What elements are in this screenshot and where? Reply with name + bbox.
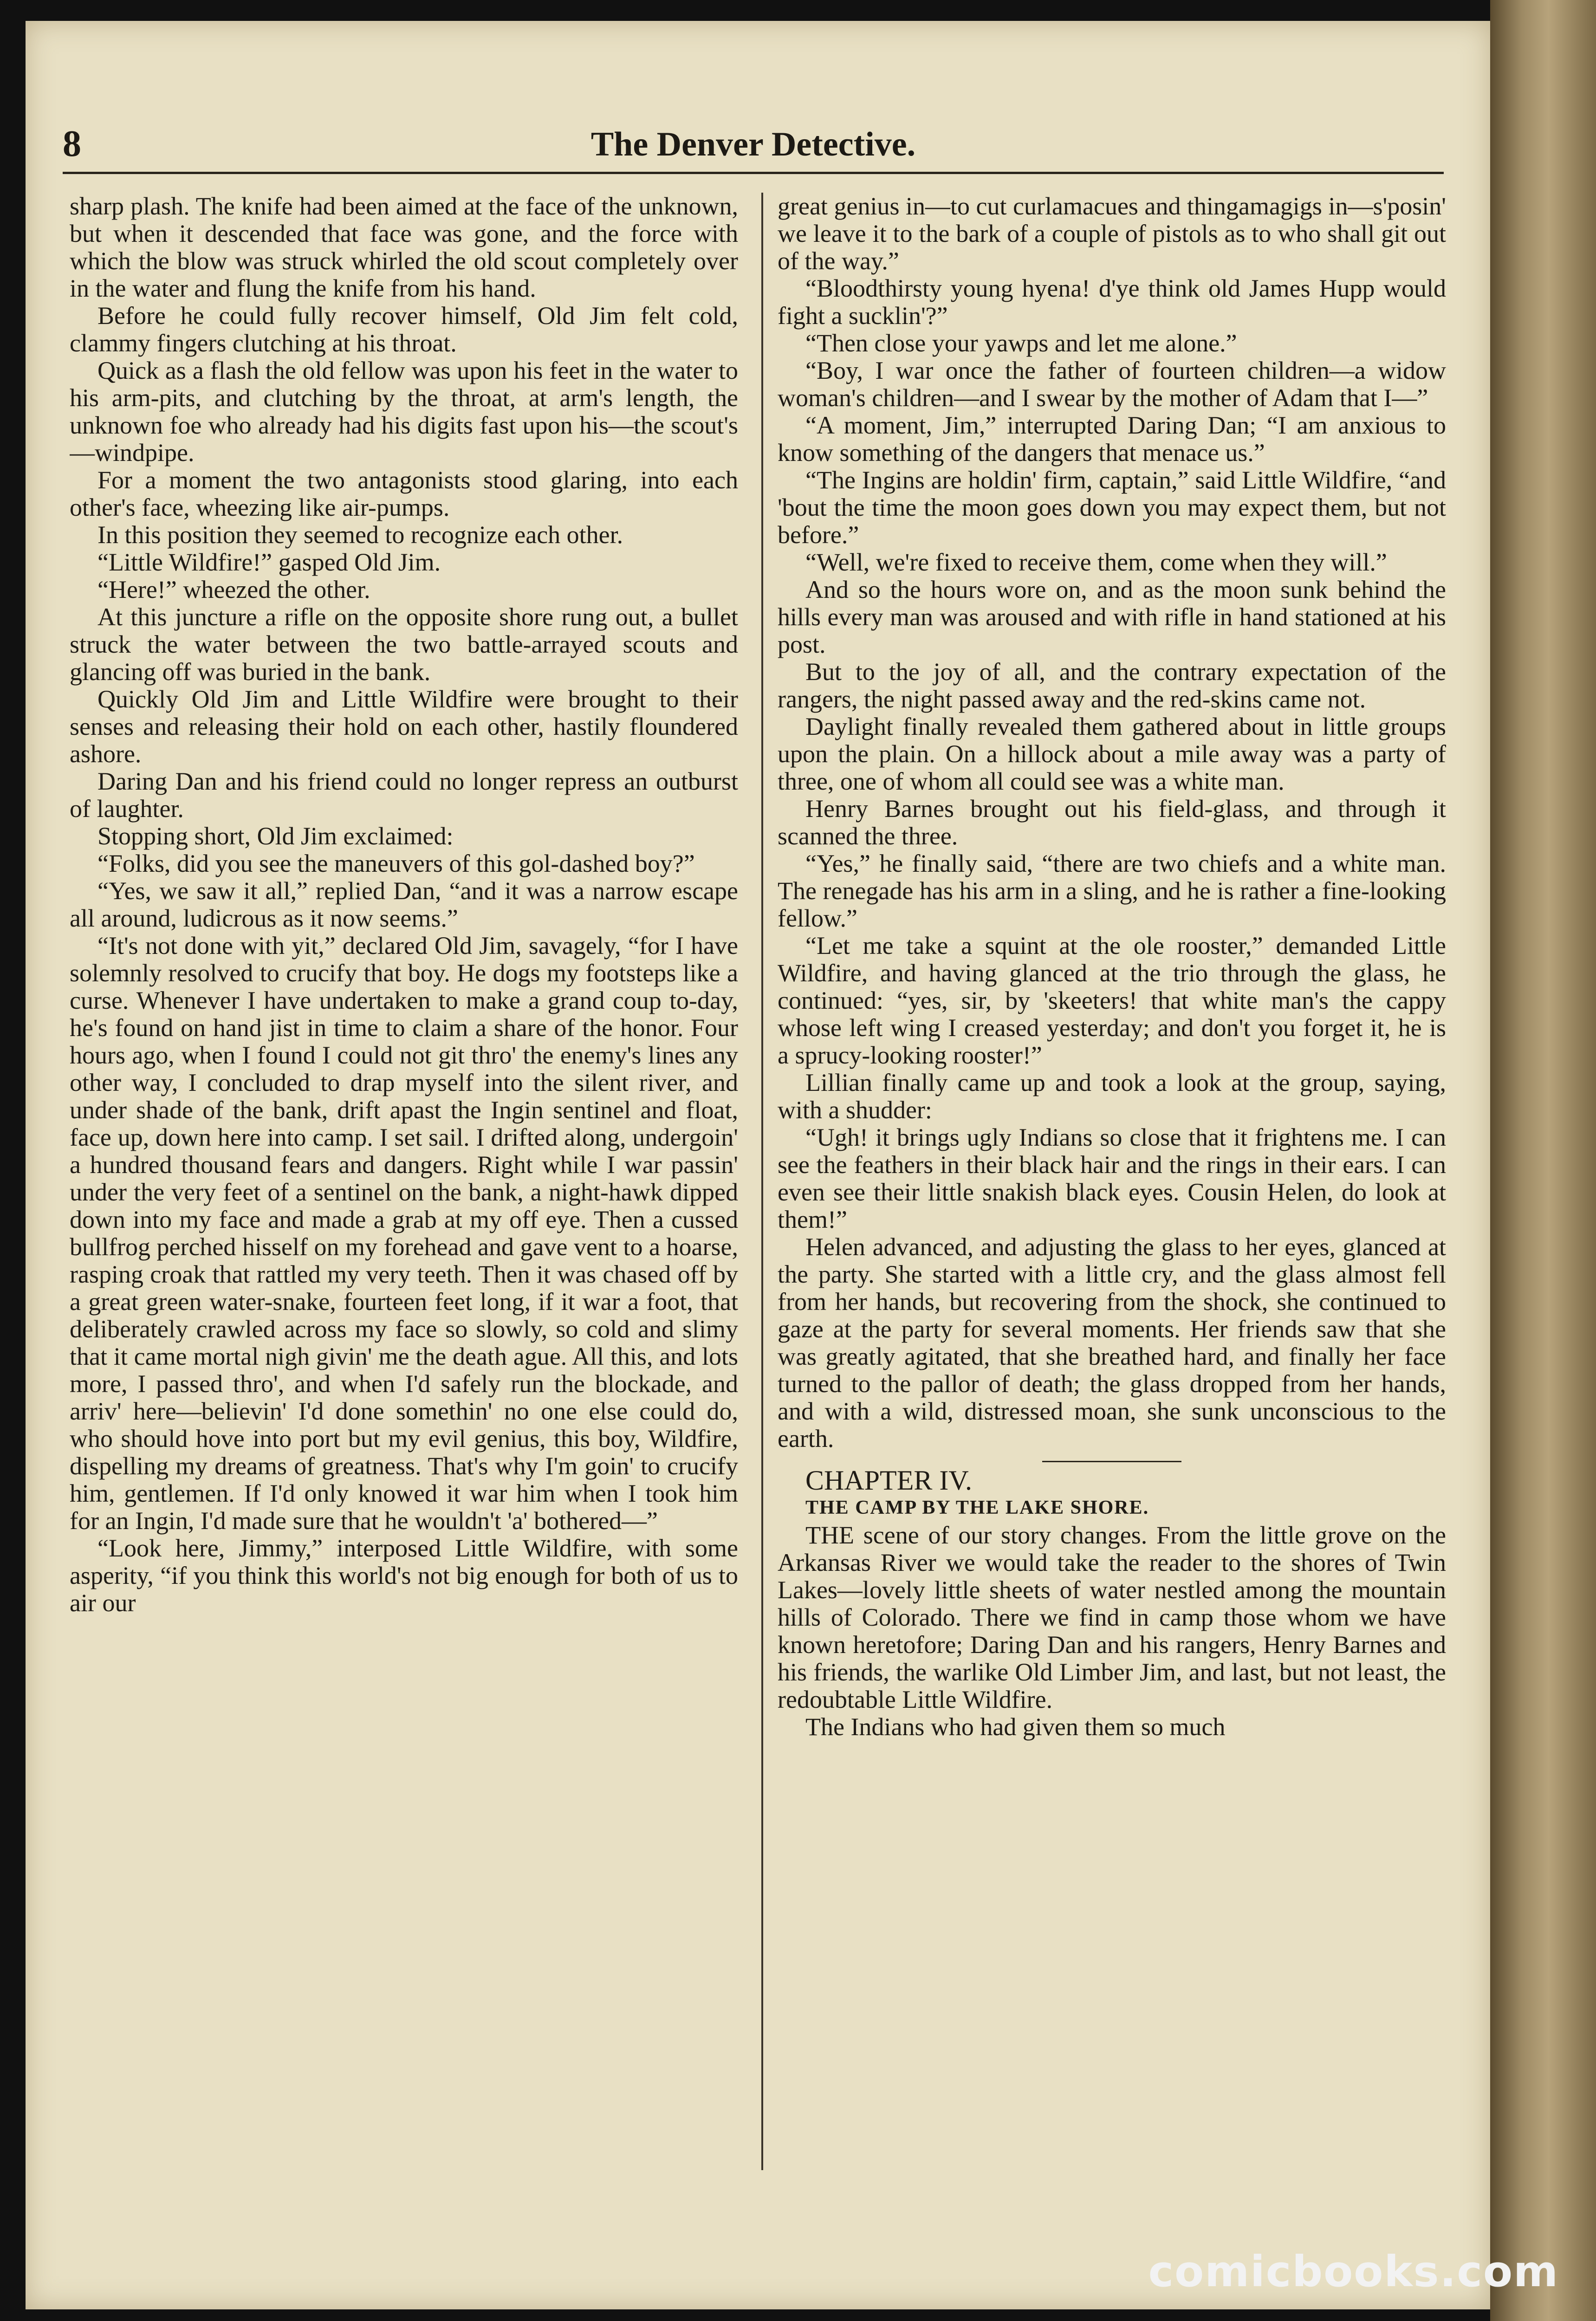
paragraph: “Boy, I war once the father of fourteen children—a widow woman's children—and I swear by the mother of Adam that I—” [778,357,1446,412]
paragraph: At this juncture a rifle on the opposite shore rung out, a bullet struck the water between the two battle-arrayed scouts and glancing off was buried in the bank. [70,603,738,686]
paragraph: Quick as a flash the old fellow was upon his feet in the water to his arm-pits, and clutching by the throat, at arm's length, the unknown foe who already had his digits fast upon his—the scout's—windpipe. [70,357,738,467]
paragraph: “It's not done with yit,” declared Old Jim, savagely, “for I have solemnly resolved to crucify that boy. He dogs my footsteps like a curse. Whenever I have undertaken to make a grand coup to-day, he's found on hand jist in time to claim a share of the honor. Four hours ago, when I found I could not git thro' the enemy's lines any other way, I concluded to drap myself into the silent river, and under shade of the bank, drift apast the Ingin sentinel and float, face up, down here into camp. I set sail. I drifted along, undergoin' a hundred thousand fears and dangers. Right while I war passin' under the very feet of a sentinel on the bank, a night-hawk dipped down into my face and made a grab at my off eye. Then a cussed bullfrog perched hisself on my forehead and gave vent to a hoarse, rasping croak that rattled my very teeth. Then it was chased off by a great green water-snake, fourteen feet long, if it war a foot, that deliberately crawled across my face so slowly, so cold and slimy that it came mortal nigh givin' me the death ague. All this, and lots more, I passed thro', and when I'd safely run the blockade, and arriv' here—believin' I'd done somethin' no one else could do, who should hove into port but my evil genius, this boy, Wildfire, dispelling my dreams of greatness. That's why I'm goin' to crucify him, gentlemen. If I'd only knowed it war him when I took him for an Ingin, I'd made sure that he wouldn't 'a' bothered—” [70,932,738,1535]
right-column [778,193,1446,2189]
paragraph: “Then close your yawps and let me alone.” [805,329,1237,357]
paragraph: Stopping short, Old Jim exclaimed: [97,822,454,850]
printer-mark [696,2203,845,2221]
paragraph: “Folks, did you see the maneuvers of this gol-dashed boy?” [97,849,695,877]
paragraph: “Little Wildfire!” gasped Old Jim. [97,548,441,576]
paragraph: Lillian finally came up and took a look at the group, saying, with a shudder: [778,1069,1446,1124]
paragraph: “Bloodthirsty young hyena! d'ye think old James Hupp would fight a sucklin'?” [778,274,1446,330]
paragraph: And so the hours wore on, and as the moon sunk behind the hills every man was aroused and with rifle in hand stationed at his post. [778,576,1446,658]
paragraph: “Yes, we saw it all,” replied Dan, “and it was a narrow escape all around, ludicrous as it now seems.” [70,877,738,932]
running-title: The Denver Detective. [590,125,916,163]
paragraph: The Indians who had given them so much [805,1713,1226,1741]
column-divider [761,193,763,2170]
paragraph: “Look here, Jimmy,” interposed Little Wildfire, with some asperity, “if you think this world's not big enough for both of us to air our [70,1534,738,1617]
paragraph: Helen advanced, and adjusting the glass to her eyes, glanced at the party. She started with a little cry, and the glass almost fell from her hands, but recovering from the shock, she continued to gaze at the party for several moments. Her friends saw that she was greatly agitated, that she breathed hard, and finally her face turned to the pallor of death; the glass dropped from her hands, and with a wild, distressed moan, she sunk unconscious to the earth. [778,1233,1446,1452]
paragraph: “Here!” wheezed the other. [97,576,370,603]
paragraph: Henry Barnes brought out his field-glass, and through it scanned the three. [778,795,1446,850]
chapter-rule [1042,1461,1181,1462]
paragraph: Before he could fully recover himself, Old Jim felt cold, clammy fingers clutching at his throat. [70,302,738,357]
page-number: 8 [63,123,81,164]
paragraph: Quickly Old Jim and Little Wildfire were brought to their senses and releasing their hold on each other, hastily floundered ashore. [70,685,738,768]
chapter-subtitle: THE CAMP BY THE LAKE SHORE. [805,1497,1149,1518]
paragraph: “Well, we're fixed to receive them, come when they will.” [805,548,1387,576]
paragraph: “A moment, Jim,” interrupted Daring Dan; “I am anxious to know something of the dangers that menace us.” [778,411,1446,467]
paragraph: In this position they seemed to recognize each other. [97,521,623,549]
left-column [70,193,738,2189]
book-spine-edge [1490,0,1596,2321]
paragraph: Daylight finally revealed them gathered about in little groups upon the plain. On a hillock about a mile away was a party of three, one of whom all could see was a white man. [778,713,1446,795]
page-header [63,118,1444,169]
site-watermark: comicbooks.com [1148,2247,1559,2296]
paragraph: “Ugh! it brings ugly Indians so close that it frightens me. I can see the feathers in their black hair and the rings in their ears. I can even see their little snakish black eyes. Cousin Helen, do look at them!” [778,1123,1446,1233]
paragraph: But to the joy of all, and the contrary expectation of the rangers, the night passed away and the red-skins came not. [778,658,1446,713]
paragraph: great genius in—to cut curlamacues and thingamagigs in—s'posin' we leave it to the bark of a couple of pistols as to who shall git out of the way.” [778,193,1446,275]
paragraph: “The Ingins are holdin' firm, captain,” said Little Wildfire, “and 'bout the time the moon goes down you may expect them, but not before.” [778,466,1446,549]
chapter-title: CHAPTER IV. [805,1465,972,1496]
paragraph: Daring Dan and his friend could no longer repress an outburst of laughter. [70,767,738,823]
paragraph: For a moment the two antagonists stood glaring, into each other's face, wheezing like air-pumps. [70,466,738,521]
paragraph: THE scene of our story changes. From the little grove on the Arkansas River we would take the reader to the shores of Twin Lakes—lovely little sheets of water nestled among the mountain hills of Colorado. There we find in camp those whom we have known heretofore; Daring Dan and his rangers, Henry Barnes and his friends, the warlike Old Limber Jim, and last, but not least, the redoubtable Little Wildfire. [778,1521,1446,1713]
paragraph: sharp plash. The knife had been aimed at the face of the unknown, but when it descended that face was gone, and the force with which the blow was struck whirled the old scout completely over in the water and flung the knife from his hand. [70,193,738,302]
paragraph: “Let me take a squint at the ole rooster,” demanded Little Wildfire, and having glanced at the trio through the glass, he continued: “yes, sir, by 'skeeters! that white man's the cappy whose left wing I creased yesterday; and don't you forget it, he is a sprucy-looking rooster!” [778,932,1446,1069]
header-rule [63,172,1444,174]
paragraph: “Yes,” he finally said, “there are two chiefs and a white man. The renegade has his arm in a sling, and he is rather a fine-looking fellow.” [778,849,1446,932]
